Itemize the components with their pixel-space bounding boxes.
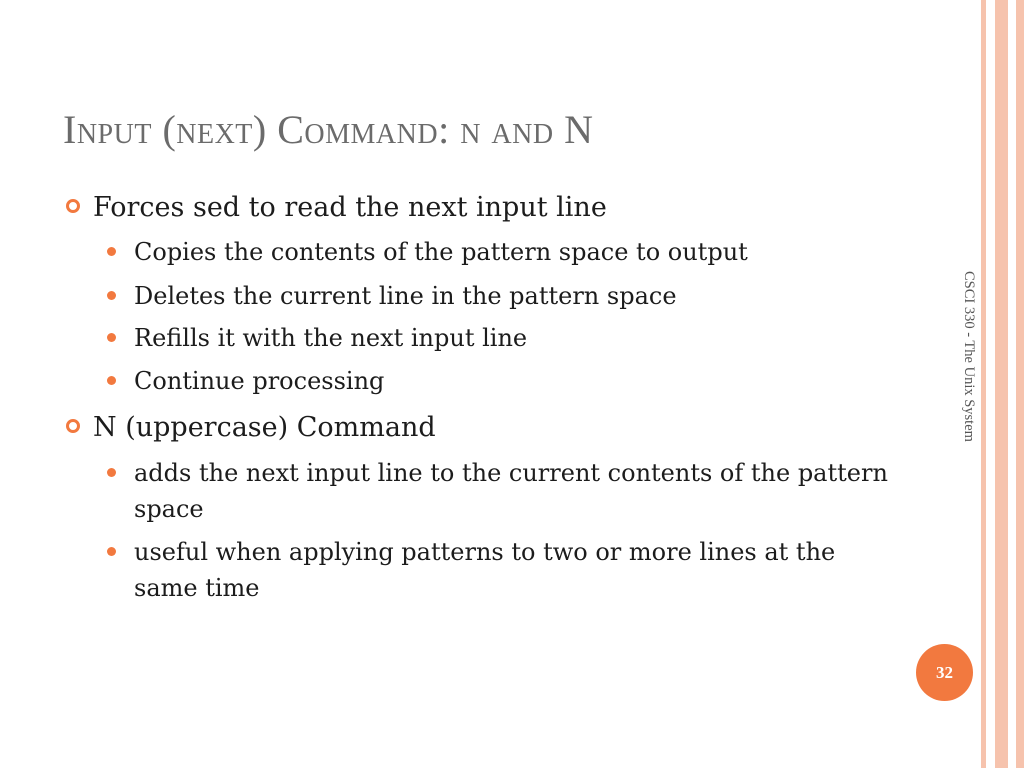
sub-bullet-item <box>134 234 894 270</box>
slide-title: Input (next) Command: n and N <box>63 107 594 152</box>
hollow-bullet-icon <box>66 199 80 213</box>
sub-bullet-item <box>134 534 894 606</box>
sub-bullet-text: Refills it with the next input line <box>134 324 528 352</box>
course-footer: CSCI 330 - The Unix System <box>961 271 977 442</box>
bullet-text: N (uppercase) Command <box>93 412 436 443</box>
sub-bullet-text: Deletes the current line in the pattern space <box>134 282 677 310</box>
dot-bullet-icon <box>107 547 116 556</box>
sub-bullet-item <box>134 320 894 356</box>
sub-bullet-item <box>134 363 894 399</box>
sub-bullet-text: Copies the contents of the pattern space to output <box>134 238 748 266</box>
dot-bullet-icon <box>107 333 116 342</box>
sub-bullet-text: useful when applying patterns to two or more lines at the same time <box>134 538 836 602</box>
sub-bullet-item <box>134 278 894 314</box>
dot-bullet-icon <box>107 376 116 385</box>
hollow-bullet-icon <box>66 419 80 433</box>
sub-bullet-text: adds the next input line to the current contents of the pattern space <box>134 459 888 523</box>
dot-bullet-icon <box>107 468 116 477</box>
dot-bullet-icon <box>107 247 116 256</box>
bullet-text: Forces sed to read the next input line <box>93 192 607 223</box>
sub-bullet-text: Continue processing <box>134 367 385 395</box>
bullet-item <box>93 411 436 445</box>
page-number-badge: 32 <box>916 644 973 701</box>
dot-bullet-icon <box>107 291 116 300</box>
sub-bullet-item <box>134 455 894 527</box>
bullet-item <box>93 191 607 225</box>
